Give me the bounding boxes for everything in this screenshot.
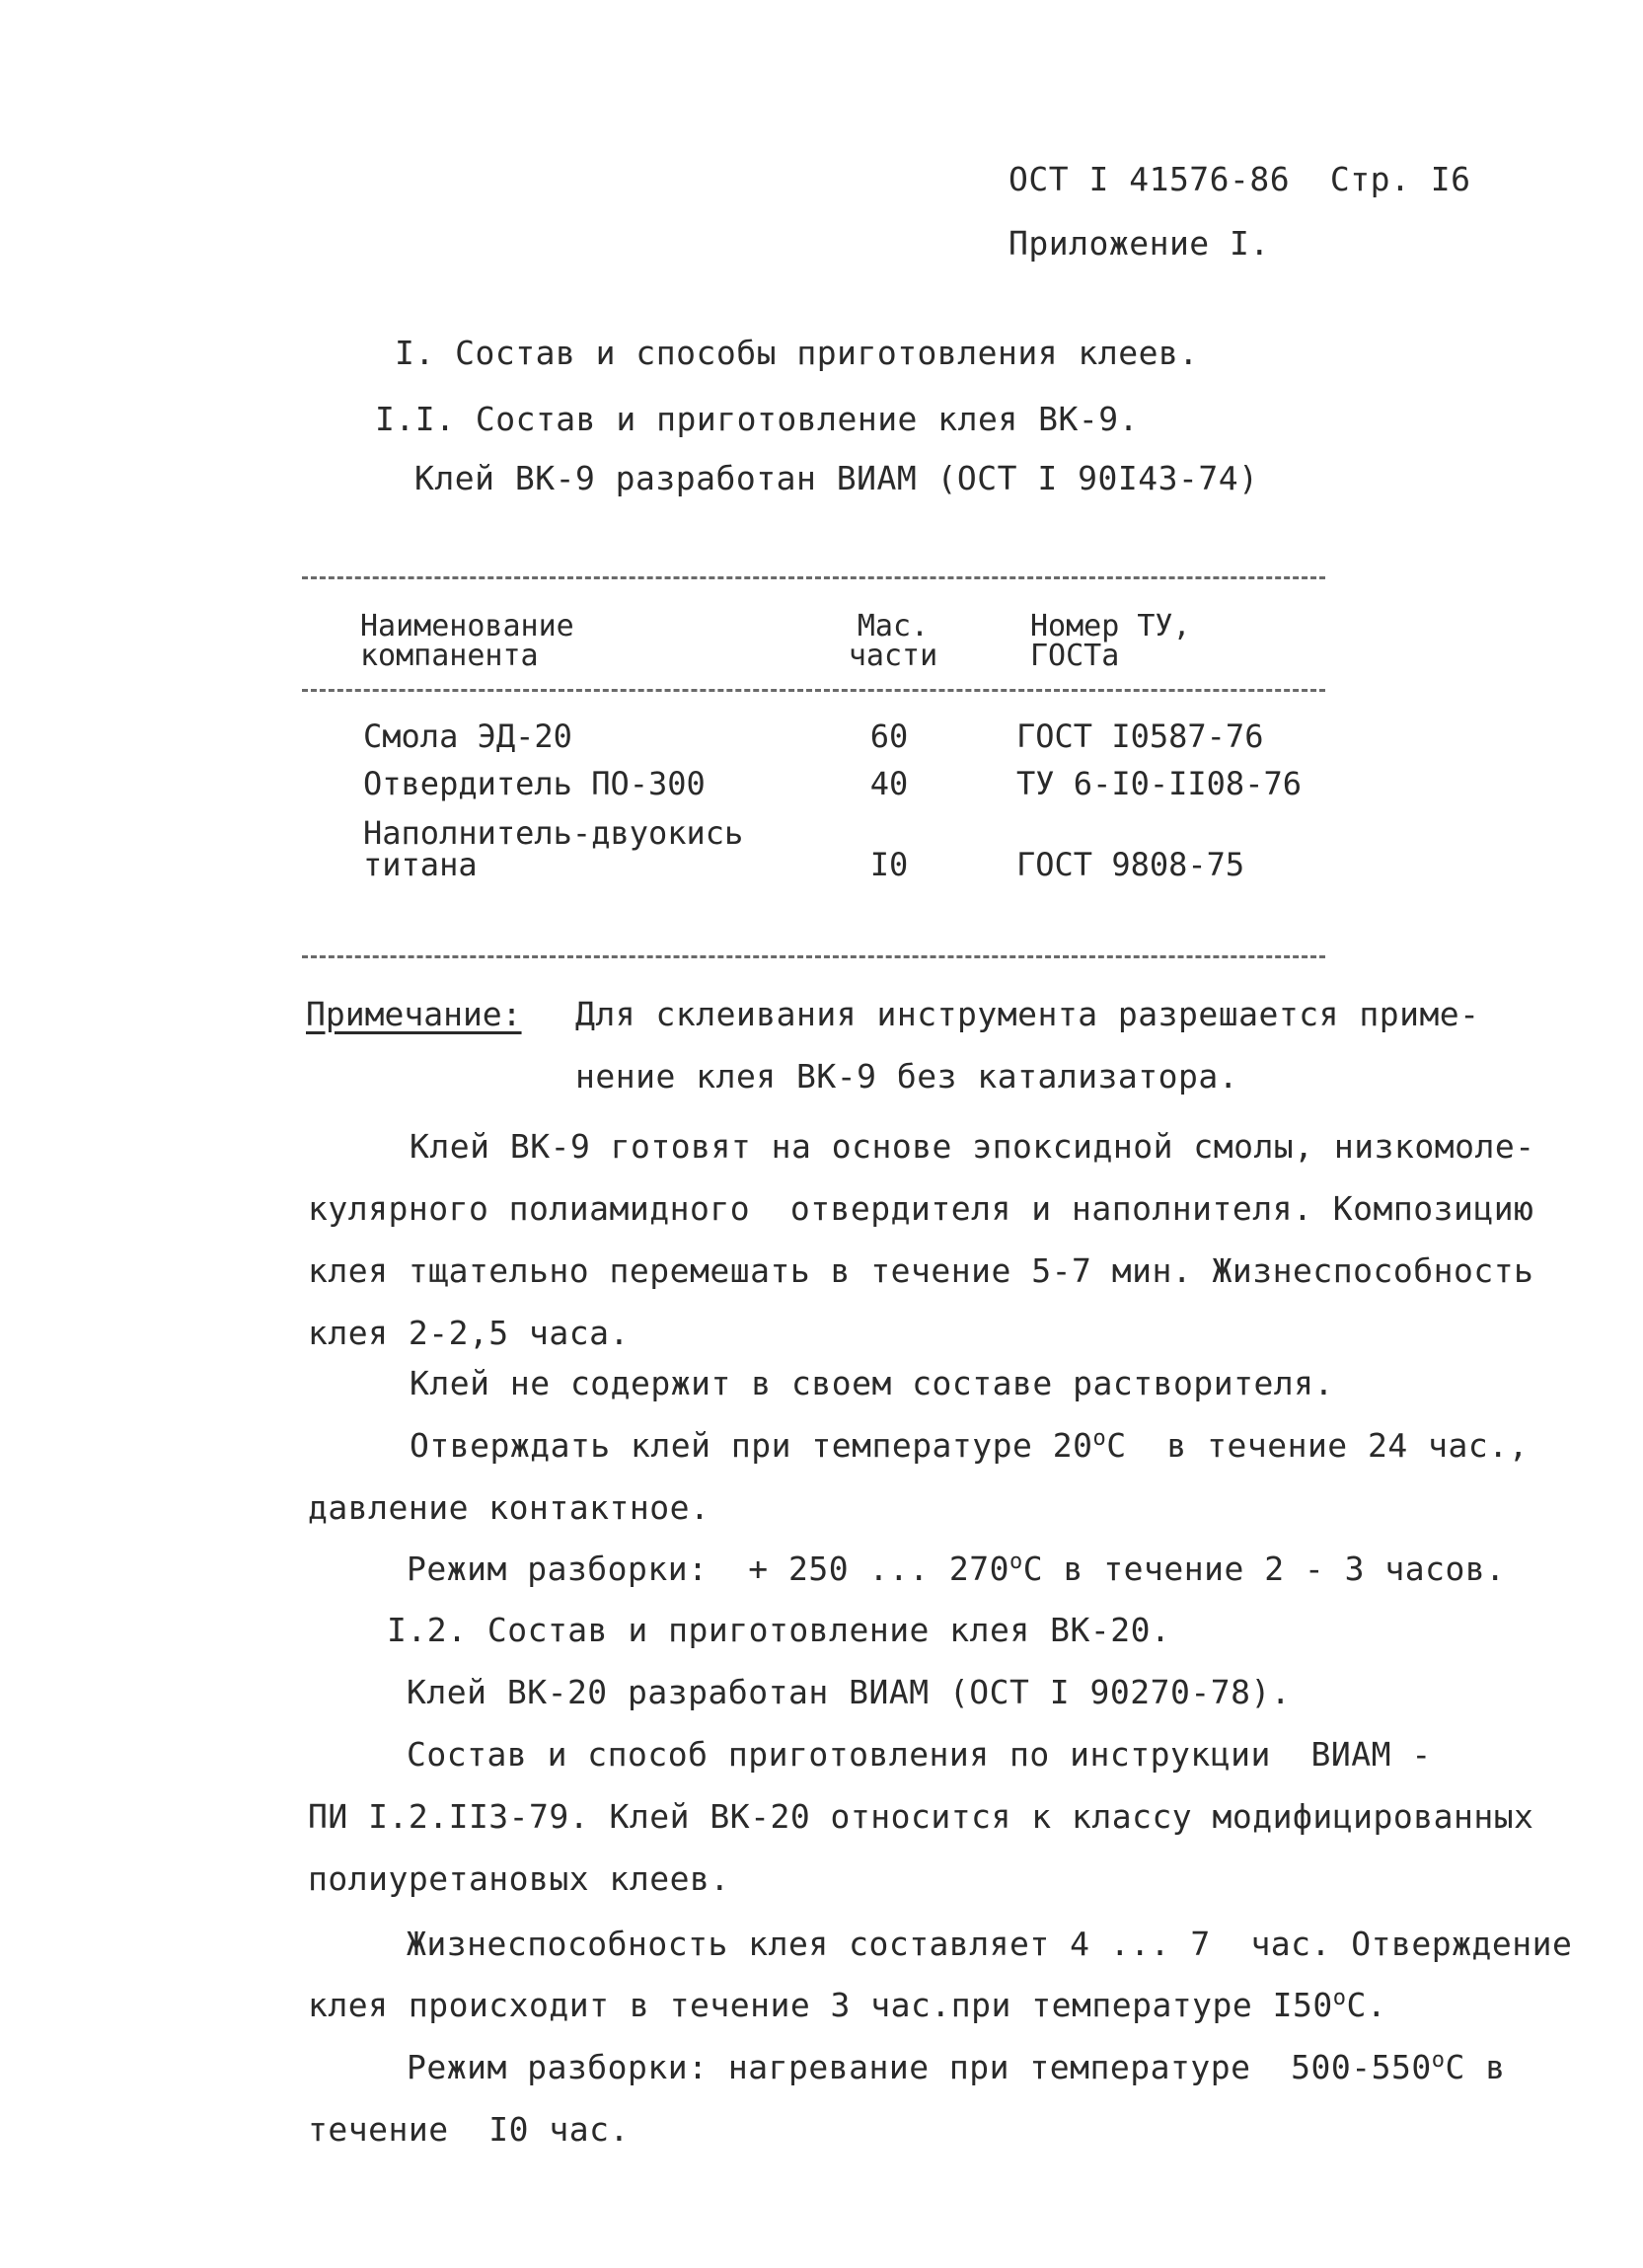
table-cell-standard: ГОСТ I0587-76	[1016, 718, 1264, 755]
table-cell-standard: ТУ 6-I0-II08-76	[1016, 765, 1302, 802]
body-line: давление контактное.	[308, 1488, 710, 1527]
body-line: клея тщательно перемешать в течение 5-7 мин. Жизнеспособность	[308, 1251, 1534, 1290]
body-line: Жизнеспособность клея составляет 4 ... 7 час. Отверждение	[407, 1925, 1573, 1963]
doc-code: ОСТ I 41576-86	[1008, 160, 1291, 198]
body-text: С в течение 24 час.,	[1106, 1426, 1529, 1465]
degree-mark: о	[1092, 1426, 1107, 1451]
body-text: клея происходит в течение 3 час.при температуре I50	[308, 1986, 1333, 2024]
section-heading-1-2: I.2. Состав и приготовление клея ВК-20.	[387, 1611, 1171, 1649]
appendix-label: Приложение I.	[1008, 224, 1270, 263]
table-bottom-rule	[302, 955, 1325, 958]
body-line	[410, 1426, 1529, 1466]
developer-line: Клей ВК-9 разработан ВИАМ (ОСТ I 90I43-74)	[414, 459, 1259, 497]
body-line	[308, 1986, 1386, 2025]
body-text: Режим разборки: + 250 ... 270	[407, 1550, 1010, 1588]
body-text: С в течение 2 - 3 часов.	[1022, 1550, 1506, 1588]
body-text: Отверждать клей при температуре 20	[410, 1426, 1093, 1465]
header-std-line1: Номер ТУ,	[1030, 609, 1191, 643]
body-text: С в	[1445, 2048, 1506, 2086]
table-cell-name-cont: титана	[363, 846, 478, 883]
degree-mark: о	[1332, 1986, 1347, 2010]
section-heading-1: I. Состав и способы приготовления клеев.	[395, 334, 1199, 372]
body-line: кулярного полиамидного отвердителя и наполнителя. Композицию	[308, 1189, 1534, 1228]
table-top-rule	[302, 576, 1325, 579]
body-line: течение I0 час.	[308, 2110, 630, 2149]
body-text: Режим разборки: нагревание при температуре 500-550	[407, 2048, 1432, 2086]
body-line	[407, 1550, 1506, 1589]
body-text: С.	[1346, 1986, 1387, 2024]
body-line	[407, 2048, 1506, 2087]
table-header-rule	[302, 689, 1325, 692]
body-line: Состав и способ приготовления по инструкции ВИАМ -	[407, 1735, 1432, 1774]
table-cell-parts: I0	[869, 846, 909, 883]
table-cell-name: Отвердитель ПО-300	[363, 765, 706, 802]
note-label: Примечание:	[306, 995, 522, 1033]
table-cell-name: Смола ЭД-20	[363, 718, 572, 755]
doc-header-line	[1008, 160, 1470, 199]
header-parts-line2: части	[848, 639, 938, 673]
body-line: Клей ВК-9 готовят на основе эпоксидной смолы, низкомоле-	[410, 1127, 1535, 1166]
body-line: клея 2-2,5 часа.	[308, 1314, 630, 1352]
table-header-name	[360, 609, 574, 673]
body-line: Клей ВК-20 разработан ВИАМ (ОСТ I 90270-78).	[407, 1673, 1292, 1711]
table-cell-parts: 40	[869, 765, 909, 802]
page-number: Стр. I6	[1329, 160, 1471, 198]
table-header-parts	[839, 609, 947, 673]
table-cell-standard: ГОСТ 9808-75	[1016, 846, 1245, 883]
degree-mark: о	[1009, 1550, 1023, 1574]
header-parts-line1: Мас.	[857, 609, 930, 643]
note-text-line1: Для склеивания инструмента разрешается приме-	[575, 995, 1480, 1033]
table-cell-parts: 60	[869, 718, 909, 755]
section-heading-1-1: I.I. Состав и приготовление клея ВК-9.	[375, 400, 1139, 438]
header-name-line2: компанента	[360, 639, 539, 673]
degree-mark: о	[1431, 2048, 1446, 2073]
table-header-standard	[1030, 609, 1191, 673]
header-name-line1: Наименование	[360, 609, 574, 643]
body-line: ПИ I.2.II3-79. Клей ВК-20 относится к классу модифицированных	[308, 1797, 1534, 1836]
table-cell-name: Наполнитель-двуокись	[363, 814, 744, 852]
body-line: Клей не содержит в своем составе растворителя.	[410, 1364, 1334, 1402]
header-std-line2: ГОСТа	[1030, 639, 1120, 673]
body-line: полиуретановых клеев.	[308, 1859, 730, 1898]
note-text-line2: нение клея ВК-9 без катализатора.	[575, 1057, 1239, 1096]
